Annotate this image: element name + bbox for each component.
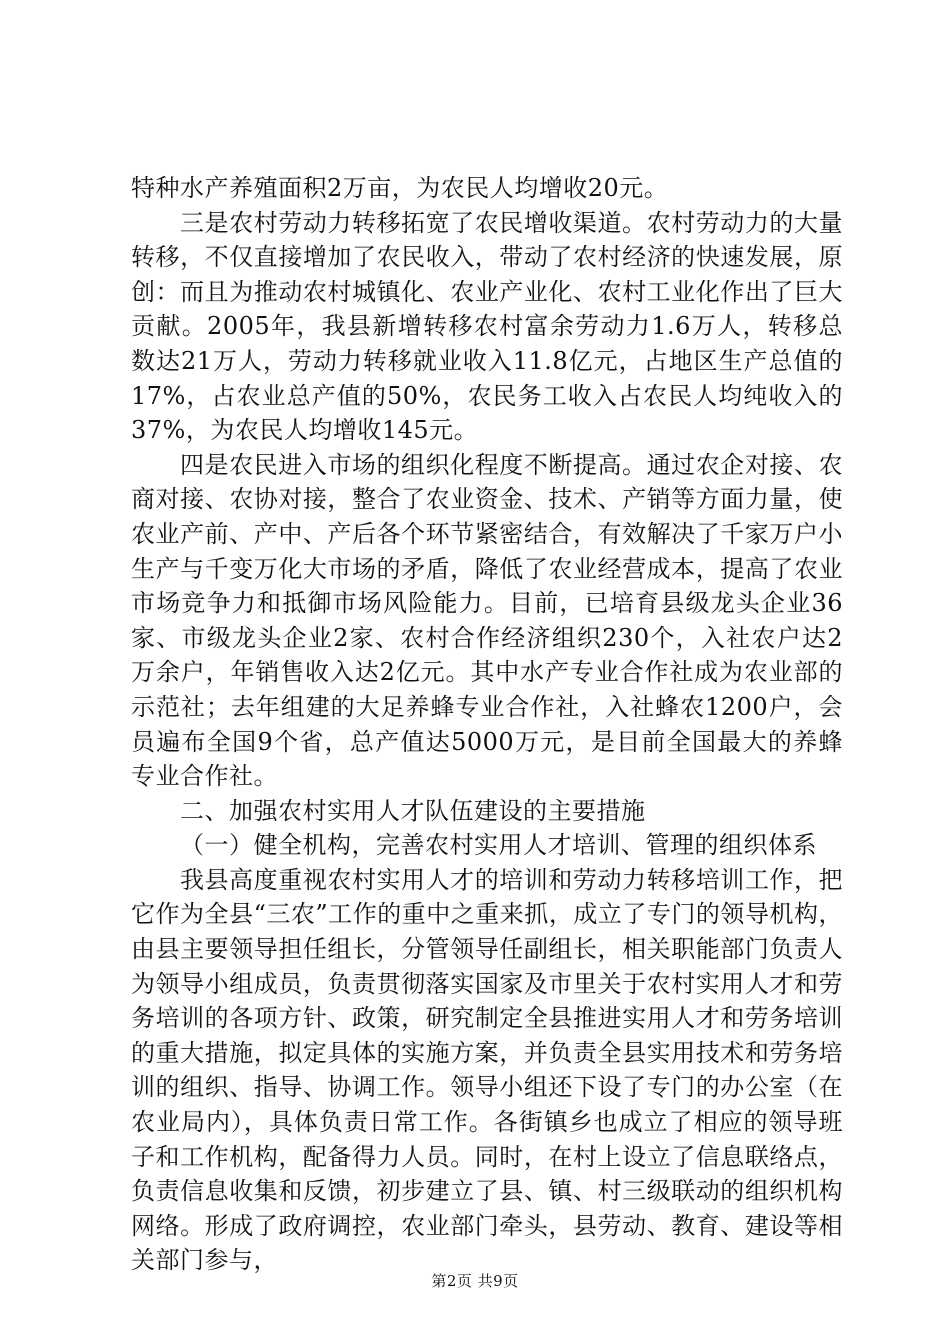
subsection-heading-organization: （一）健全机构，完善农村实用人才培训、管理的组织体系: [180, 831, 817, 860]
paragraph-market-organization: 四是农民进入市场的组织化程度不断提高。通过农企对接、农商对接、农协对接，整合了农业资金、技术、产销等方面力量，使农业产前、产中、产后各个环节紧密结合，有效解决了千家万户小生产与千变万化大市场的矛盾，降低了农业经营成本，提高了农业市场竞争力和抵御市场风险能力。目前，已培育县级龙头企业36家、市级龙头企业2家、农村合作经济组织230个，入社农户达2万余户，年销售收入达2亿元。其中水产专业合作社成为农业部的示范社；去年组建的大足养蜂专业合作社，入社蜂农1200户，会员遍布全国9个省，总产值达5000万元，是目前全国最大的养蜂专业合作社。: [131, 450, 843, 791]
paragraph-leadership-structure: 我县高度重视农村实用人才的培训和劳动力转移培训工作，把它作为全县“三农”工作的重中之重来抓，成立了专门的领导机构，由县主要领导担任组长，分管领导任副组长，相关职能部门负责人为领导小组成员，负责贯彻落实国家及市里关于农村实用人才和劳务培训的各项方针、政策，研究制定全县推进实用人才和劳务培训的重大措施，拟定具体的实施方案，并负责全县实用技术和劳务培训的组织、指导、协调工作。领导小组还下设了专门的办公室（在农业局内），具体负责日常工作。各街镇乡也成立了相应的领导班子和工作机构，配备得力人员。同时，在村上设立了信息联络点，负责信息收集和反馈，初步建立了县、镇、村三级联动的组织机构网络。形成了政府调控，农业部门牵头，县劳动、教育、建设等相关部门参与，: [131, 865, 843, 1275]
section-heading-measures: 二、加强农村实用人才队伍建设的主要措施: [180, 796, 646, 825]
page-number-footer: 第2页 共9页: [431, 1272, 519, 1290]
paragraph-continuation: 特种水产养殖面积2万亩，为农民人均增收20元。: [131, 174, 669, 202]
paragraph-labor-transfer: 三是农村劳动力转移拓宽了农民增收渠道。农村劳动力的大量转移，不仅直接增加了农民收入，带动了农村经济的快速发展，原创：而且为推动农村城镇化、农业产业化、农村工业化作出了巨大贡献。2005年，我县新增转移农村富余劳动力1.6万人，转移总数达21万人，劳动力转移就业收入11.8亿元，占地区生产总值的17%，占农业总产值的50%，农民务工收入占农民人均纯收入的37%，为农民人均增收145元。: [131, 208, 843, 445]
document-body: [131, 171, 843, 1278]
